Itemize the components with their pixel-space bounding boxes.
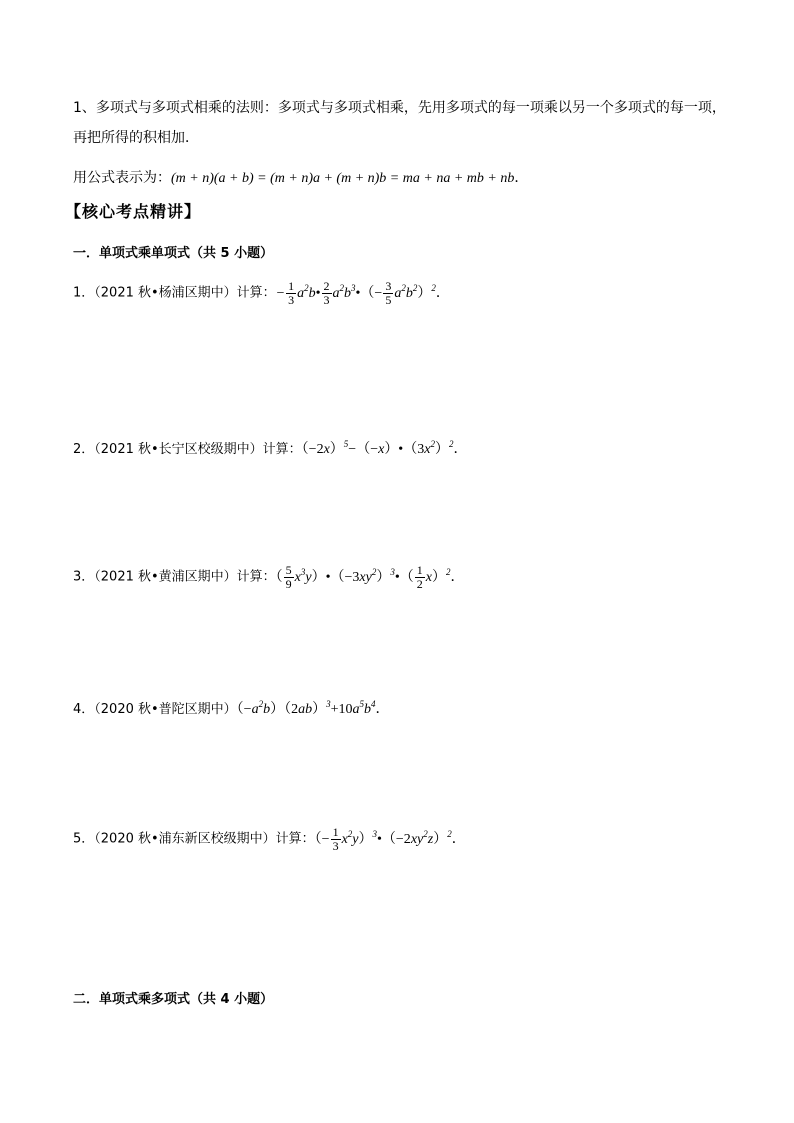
section-title-2: 二．单项式乘多项式（共 4 小题）	[73, 992, 274, 1007]
problem-4	[73, 700, 734, 720]
problem-5-number: 5．	[73, 831, 95, 847]
problem-5-source: （2020 秋•浦东新区校级期中）计算：	[94, 831, 315, 847]
problem-3	[73, 564, 734, 591]
formula-line	[73, 168, 734, 189]
formula-prefix: 用公式表示为：	[73, 170, 171, 186]
problem-1	[73, 280, 734, 307]
problem-4-number: 4．	[73, 702, 95, 717]
problem-1-source: （2021 秋•杨浦区期中）计算：	[94, 285, 276, 301]
problem-1-number: 1．	[73, 285, 95, 301]
problem-3-source: （2021 秋•黄浦区期中）计算：	[94, 569, 276, 585]
section-title-1: 一．单项式乘单项式（共 5 小题）	[73, 246, 274, 261]
problem-4-expression: $(-a^2b)(2ab)^3+10a^5b^4$．	[236, 699, 390, 717]
core-heading: 【核心考点精讲】	[65, 202, 202, 221]
problem-2-number: 2．	[73, 442, 95, 457]
problem-5	[73, 826, 734, 853]
problem-2-expression: $(-2x)^5-(-x)•(3x^2)^2$．	[301, 439, 468, 457]
problem-2-source: （2021 秋•长宁区校级期中）计算：	[94, 442, 302, 457]
problem-2	[73, 440, 734, 460]
rule-line-2: 再把所得的积相加．	[73, 130, 199, 146]
problem-1-expression: − $\frac{1}{3}$ $a^2b•$ $\frac{2}{3}$ $a^2b^3•(-$ $\frac{3}{5}$ $a^2b^2)^2$．	[275, 279, 450, 307]
formula: (m + n)(a + b) = (m + n)a + (m + n)b = ma + na + mb + nb	[171, 171, 515, 186]
problem-3-number: 3．	[73, 569, 95, 585]
formula-end: ．	[514, 170, 529, 186]
problem-5-expression: （− $\frac{1}{3}$ $x^2y)^3•(-2xy^2z)^2$．	[314, 825, 466, 853]
rule-line-1: 1、多项式与多项式相乘的法则：多项式与多项式相乘，先用多项式的每一项乘以另一个多项式的每一项，	[73, 100, 726, 116]
problem-4-source: （2020 秋•普陀区期中）	[94, 702, 237, 717]
problem-3-expression: （ $\frac{5}{9}$ $x^3y)•(-3xy^2)^3•$（ $\frac{1}{2}$ x）$^2$．	[275, 563, 465, 591]
